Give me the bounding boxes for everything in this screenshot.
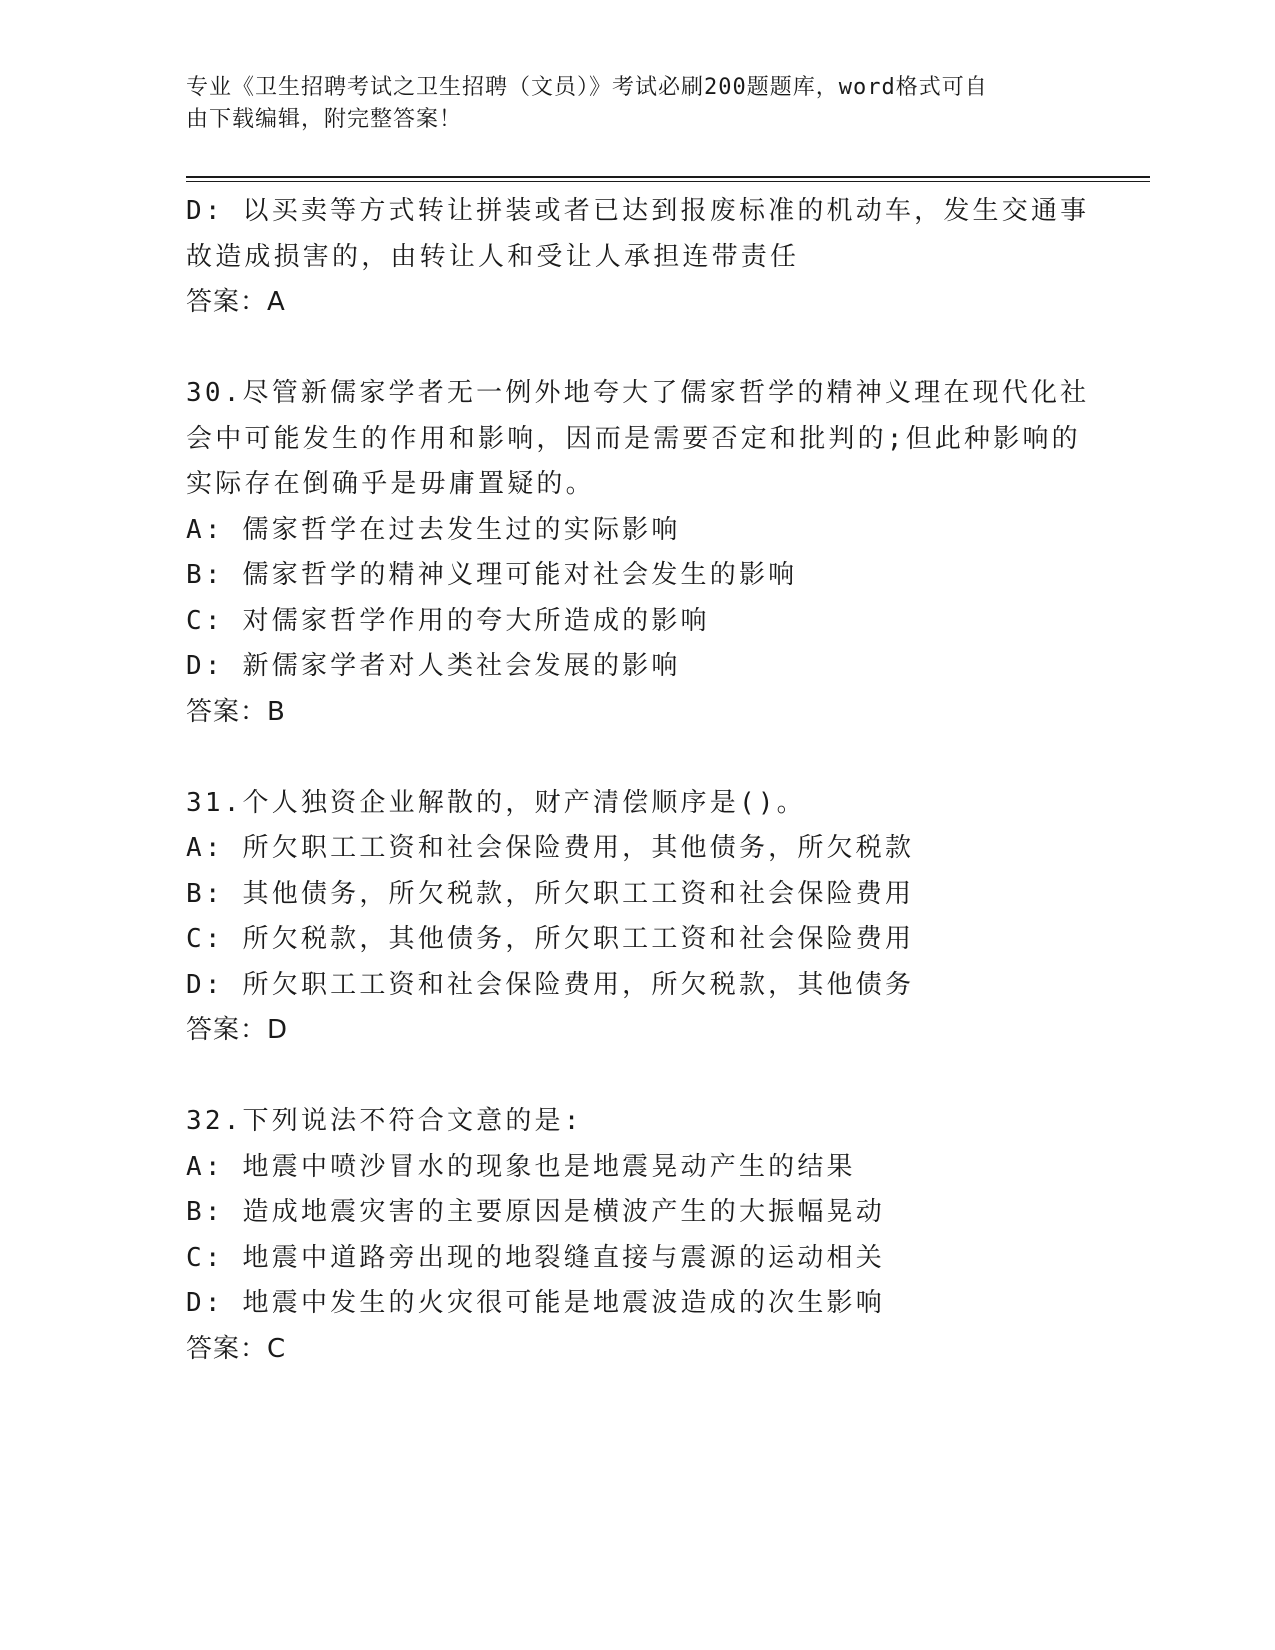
q30-answer: 答案：B (186, 696, 286, 727)
q31-stem: 31.个人独资企业解散的，财产清偿顺序是()。 (186, 787, 806, 818)
q29-option-d-line-1: D: 以买卖等方式转让拼装或者已达到报废标准的机动车，发生交通事 (186, 196, 1090, 226)
question-31 (186, 781, 1076, 1054)
q30-stem-line-1: 30.尽管新儒家学者无一例外地夸大了儒家哲学的精神义理在现代化社 (186, 378, 1090, 408)
q30-option-a: A: 儒家哲学在过去发生过的实际影响 (186, 514, 681, 545)
q32-answer: 答案：C (186, 1333, 287, 1364)
q31-option-c: C: 所欠税款，其他债务，所欠职工工资和社会保险费用 (186, 924, 915, 954)
header-line-1: 专业《卫生招聘考试之卫生招聘（文员）》考试必刷200题题库，word格式可自 (186, 75, 988, 100)
q30-option-b: B: 儒家哲学的精神义理可能对社会发生的影响 (186, 560, 798, 590)
q32-option-a: A: 地震中喷沙冒水的现象也是地震晃动产生的结果 (186, 1151, 856, 1182)
q32-option-c: C: 地震中道路旁出现的地裂缝直接与震源的运动相关 (186, 1242, 885, 1273)
question-32 (186, 1099, 1076, 1372)
q29-option-d-line-2: 故造成损害的，由转让人和受让人承担连带责任 (186, 241, 800, 272)
q31-answer: 答案：D (186, 1015, 289, 1045)
q31-option-a: A: 所欠职工工资和社会保险费用，其他债务，所欠税款 (186, 833, 915, 863)
header-divider-thick (186, 176, 1150, 178)
question-spacer (186, 1054, 1076, 1100)
q29-answer: 答案：A (186, 287, 286, 317)
page-header (186, 72, 1066, 136)
header-divider-thin (186, 181, 1150, 182)
q31-option-b: B: 其他债务，所欠税款，所欠职工工资和社会保险费用 (186, 878, 915, 909)
q30-option-c: C: 对儒家哲学作用的夸大所造成的影响 (186, 605, 710, 636)
q30-stem-line-2: 会中可能发生的作用和影响，因而是需要否定和批判的;但此种影响的 (186, 423, 1081, 454)
q31-option-d: D: 所欠职工工资和社会保险费用，所欠税款，其他债务 (186, 969, 915, 1000)
question-30 (186, 371, 1090, 735)
q30-stem-line-3: 实际存在倒确乎是毋庸置疑的。 (186, 469, 595, 499)
question-spacer (186, 735, 1076, 781)
question-list (186, 189, 1090, 1372)
q32-option-d: D: 地震中发生的火灾很可能是地震波造成的次生影响 (186, 1288, 885, 1318)
question-29-tail (186, 189, 1090, 326)
q32-option-b: B: 造成地震灾害的主要原因是横波产生的大振幅晃动 (186, 1197, 885, 1227)
header-line-2: 由下载编辑，附完整答案！ (186, 107, 463, 132)
q32-stem: 32.下列说法不符合文意的是: (186, 1106, 583, 1136)
question-spacer (186, 326, 1076, 372)
q30-option-d: D: 新儒家学者对人类社会发展的影响 (186, 651, 681, 681)
